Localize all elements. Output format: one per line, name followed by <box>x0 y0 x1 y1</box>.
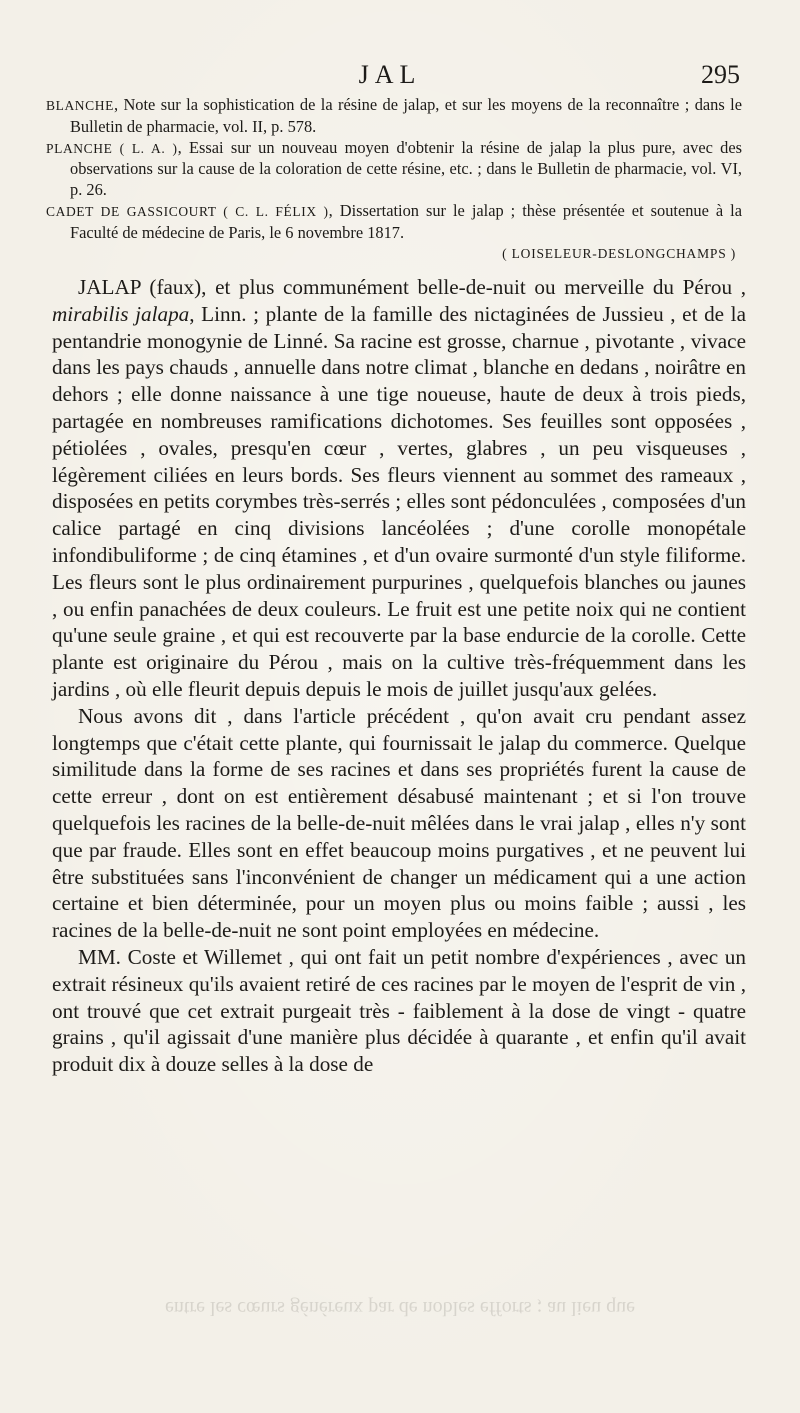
page-number: 295 <box>701 60 740 89</box>
bibliography-entry <box>46 138 742 201</box>
entry-author: CADET DE GASSICOURT ( C. L. FÉLIX ) <box>46 203 329 219</box>
bibliography-entry <box>46 201 742 244</box>
entry-author: BLANCHE <box>46 98 114 113</box>
article-paragraph <box>52 274 746 703</box>
entry-text: , Essai sur un nouveau moyen d'obtenir la résine de jalap la plus pure, avec des observations sur la cause de la coloration de cette résine, etc. ; dans le Bulletin de pharmacie, vol. VI, p. 26. <box>70 137 742 200</box>
author-signature: ( LOISELEUR-DESLONGCHAMPS ) <box>502 245 736 261</box>
paragraph-text: , Linn. ; plante de la famille des nictaginées de Jussieu , et de la pentandrie monogynie de Linné. Sa racine est grosse, charnue , pivotante , vivace dans les pays chauds , annuelle dans notre climat , blanche en dedans , noirâtre en dehors ; elle donne naissance à une tige noueuse, haute de deux à trois pieds, partagée en nombreuses ramifications dichotomes. Ses feuilles sont opposées , pétiolées , ovales, presqu'en cœur , vertes, glabres , un peu visqueuses , légèrement ciliées en leurs bords. Ses fleurs viennent au sommet des rameaux , disposées en petits corymbes très-serrés ; elles sont pédonculées , composées d'un calice partagé en cinq divisions lancéolées ; d'une corolle monopétale infondibuliforme ; de cinq étamines , et d'un ovaire surmonté d'un style filiforme. Les fleurs sont le plus ordinairement purpurines , quelquefois blanches ou jaunes , ou enfin panachées de deux couleurs. Le fruit est une petite noix qui ne contient qu'une seule graine , et qui est recouverte par la base endurcie de la corolle. Cette plante est originaire du Pérou , mais on la cultive très-fréquemment dans les jardins , où elle fleurit depuis depuis le mois de juillet jusqu'aux gelées. <box>52 301 746 701</box>
entry-text: , Dissertation sur le jalap ; thèse présentée et soutenue à la Faculté de médecine de Paris, le 6 novembre 1817. <box>70 200 742 242</box>
entry-author: PLANCHE ( L. A. ) <box>46 140 178 156</box>
show-through-text: entre les cœurs généreux par de nobles efforts ; au lieu que <box>164 1297 635 1319</box>
page-header <box>40 60 740 96</box>
bibliography-entry <box>46 95 742 138</box>
paragraph-text: JALAP (faux), et plus communément belle-de-nuit ou merveille du Pérou , <box>78 275 746 299</box>
bibliography-section <box>46 95 742 264</box>
botanical-name: mirabilis jalapa <box>52 301 190 326</box>
running-head: JAL <box>358 60 422 89</box>
entry-text: , Note sur la sophistication de la résine de jalap, et sur les moyens de la reconnaître ; dans le Bulletin de pharmacie, vol. II, p. 578. <box>70 95 742 136</box>
article-paragraph: MM. Coste et Willemet , qui ont fait un petit nombre d'expériences , avec un extrait résineux qu'ils avaient retiré de ces racines par le moyen de l'esprit de vin , ont trouvé que cet extrait purgeait très - faiblement à la dose de vingt - quatre grains , qu'il agissait d'une manière plus décidée à quarante , et enfin qu'il avait produit dix à douze selles à la dose de <box>52 944 746 1077</box>
article-body <box>52 274 746 1078</box>
article-paragraph: Nous avons dit , dans l'article précédent , qu'on avait cru pendant assez longtemps que c'était cette plante, qui fournissait le jalap du commerce. Quelque similitude dans la forme de ses racines et dans ses propriétés furent la cause de cette erreur , dont on est entièrement désabusé maintenant ; et si l'on trouve quelquefois les racines de la belle-de-nuit mêlées dans le vrai jalap , elles n'y sont que par fraude. Elles sont en effet beaucoup moins purgatives , et ne peuvent lui être substituées sans l'inconvénient de changer un médicament qui a une action certaine et bien déterminée, pour un moyen plus ou moins faible ; aussi , les racines de la belle-de-nuit ne sont point employées en médecine. <box>52 703 746 943</box>
